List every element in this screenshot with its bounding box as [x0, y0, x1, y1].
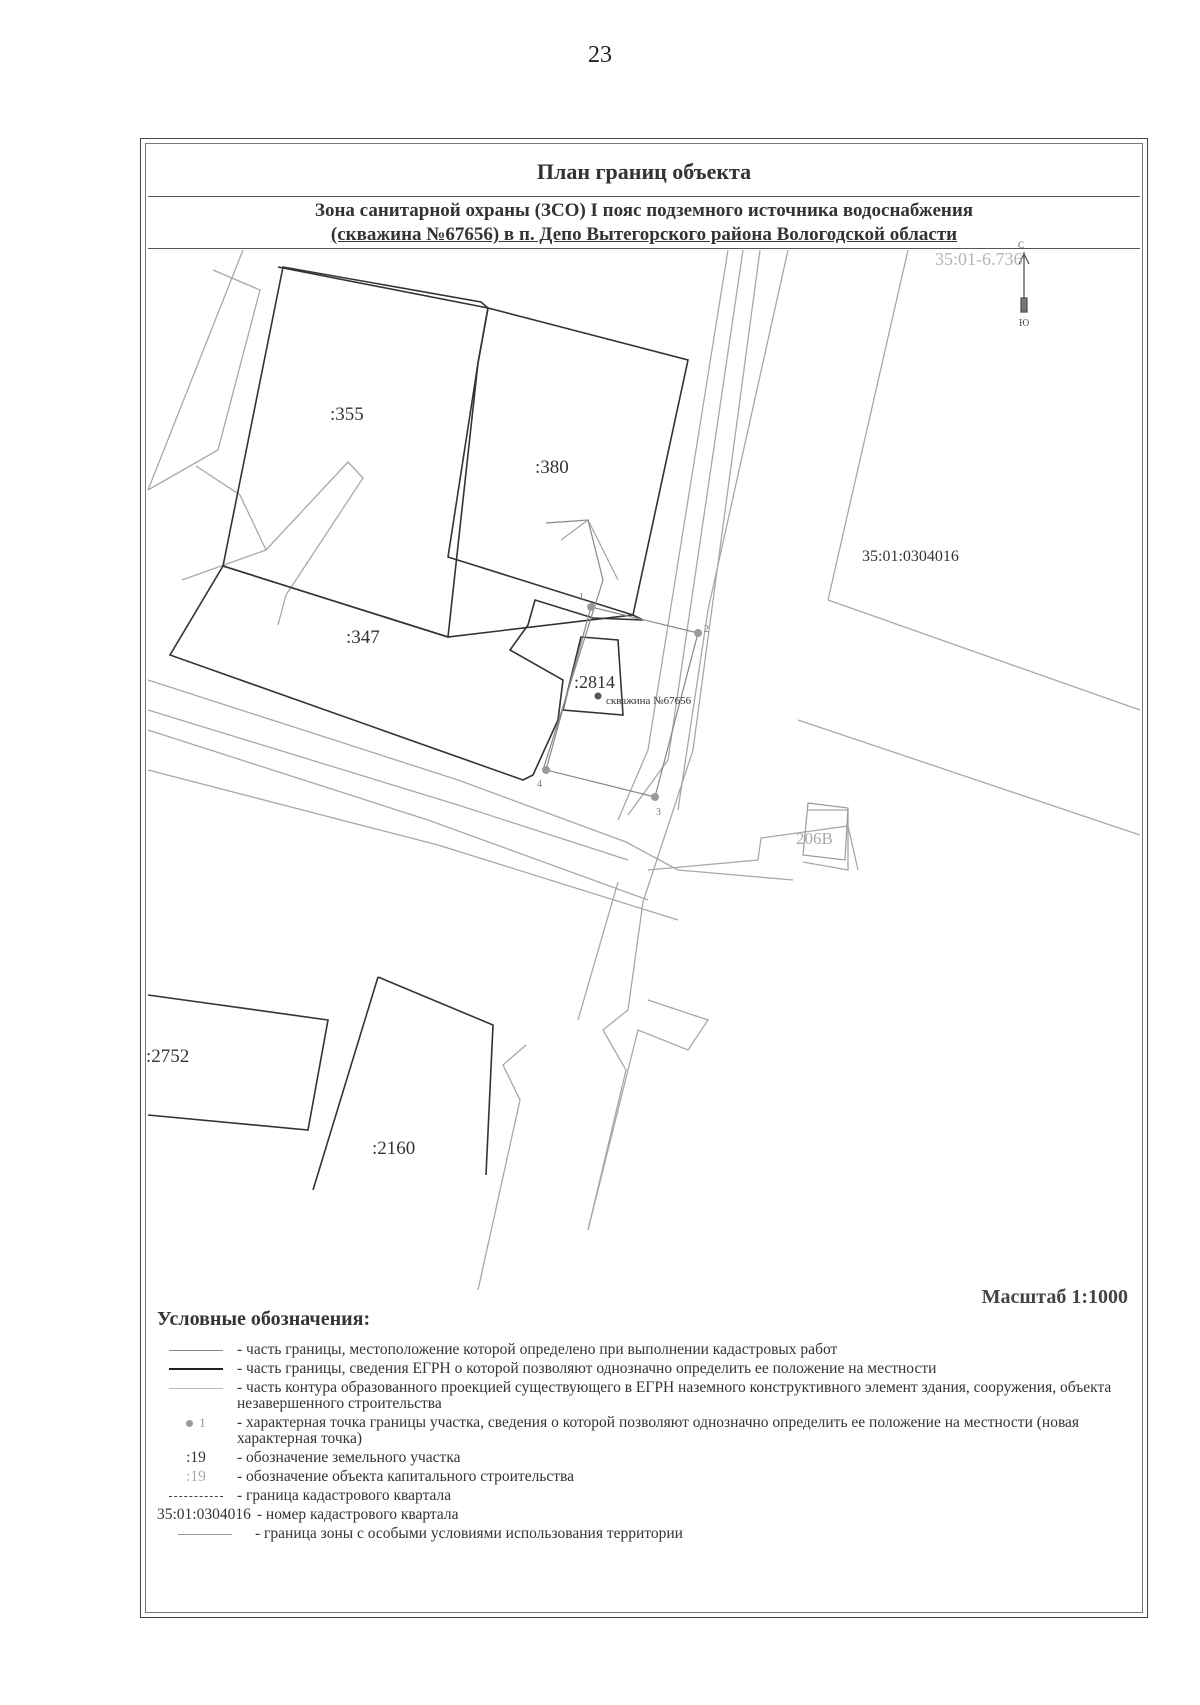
- legend-title: Условные обозначения:: [157, 1308, 371, 1330]
- road-line: [148, 770, 678, 920]
- legend-point-number: 1: [199, 1415, 206, 1430]
- road-line: [478, 1045, 526, 1290]
- road-line: [643, 250, 760, 902]
- legend-symbol-cadastral-line: [155, 1342, 237, 1358]
- legend-item: [155, 1488, 1115, 1504]
- compass-south-label: Ю: [1019, 318, 1030, 329]
- legend-text: - граница кадастрового квартала: [237, 1487, 452, 1504]
- legend-symbol-point: [155, 1415, 237, 1431]
- plan-title: План границ объекта: [536, 159, 752, 184]
- parcel-label-380: :380: [535, 457, 569, 478]
- road-line: [148, 680, 793, 880]
- road-line: [148, 270, 260, 490]
- quarter-label: 35:01:0304016: [862, 548, 959, 565]
- point-label-3: 3: [656, 807, 661, 818]
- legend-text: - обозначение объекта капитального строительства: [237, 1468, 575, 1485]
- parcel-label-347: :347: [346, 627, 380, 648]
- map-scale: Масштаб 1:1000: [981, 1286, 1128, 1308]
- boundary-light: [278, 267, 488, 308]
- legend-symbol-contour-line: [155, 1380, 237, 1396]
- legend-text: - характерная точка границы участка, сведения о которой позволяют однозначно определить ее положение на местности (новая характерная точка): [237, 1414, 1080, 1447]
- legend-item: [155, 1342, 1115, 1358]
- title-box: [148, 146, 1140, 197]
- road-line: [798, 720, 1140, 835]
- boundary-point-4: [542, 766, 550, 774]
- legend-item: [155, 1415, 1115, 1447]
- page-number: 23: [588, 42, 612, 68]
- legend-item: [155, 1469, 1115, 1485]
- legend-symbol-parcel: :19: [186, 1449, 206, 1466]
- point-label-1: 1: [579, 592, 584, 603]
- corner-quarter-label: 35:01-6.736: [935, 249, 1023, 269]
- boundary-point-3: [651, 793, 659, 801]
- road-line: [618, 250, 728, 820]
- legend: [155, 1342, 1115, 1545]
- well-marker: [595, 693, 602, 700]
- point-label-4: 4: [537, 779, 542, 790]
- parcel-label-2752: :2752: [146, 1046, 190, 1067]
- compass-north-label: С: [1018, 240, 1025, 250]
- road-line: [828, 600, 1140, 710]
- legend-kvartal-number: 35:01:0304016: [157, 1506, 251, 1523]
- parcel-label-2160: :2160: [372, 1138, 416, 1159]
- subtitle-line-2: (скважина №67656) в п. Депо Вытегорского района Вологодской области: [330, 224, 958, 245]
- parcel-label-2814: :2814: [574, 672, 616, 692]
- road-line: [678, 250, 788, 810]
- point-label-2: 2: [704, 624, 709, 635]
- road-line: [561, 520, 618, 580]
- legend-item: [155, 1526, 1115, 1542]
- legend-text: - номер кадастрового квартала: [256, 1506, 459, 1523]
- subtitle-box: [148, 196, 1140, 249]
- well-label: скважина №67656: [606, 695, 692, 707]
- legend-text: - часть границы, местоположение которой определено при выполнении кадастровых работ: [237, 1341, 838, 1358]
- parcel-2160-boundary: [313, 977, 378, 1190]
- legend-text: - граница зоны с особыми условиями использования территории: [255, 1525, 683, 1542]
- boundary-point-1: [587, 603, 595, 611]
- road-line: [578, 882, 618, 1020]
- cadastral-map: [146, 240, 1140, 1290]
- road-line: [148, 250, 243, 490]
- legend-item: [155, 1507, 1115, 1523]
- legend-symbol-egrn-line: [155, 1361, 237, 1377]
- legend-symbol-building: :19: [186, 1468, 206, 1485]
- road-line: [266, 462, 363, 625]
- parcel-label-355: :355: [330, 404, 364, 425]
- plan-subtitle: [148, 196, 1140, 247]
- legend-symbol-quarter-border: [155, 1488, 237, 1504]
- boundary-point-2: [694, 629, 702, 637]
- subtitle-line-1: Зона санитарной охраны (ЗСО) I пояс подземного источника водоснабжения: [314, 200, 974, 221]
- building-label-206v: 206В: [796, 829, 833, 848]
- legend-item: [155, 1380, 1115, 1412]
- legend-item: [155, 1450, 1115, 1466]
- road-line: [588, 902, 643, 1230]
- legend-text: - обозначение земельного участка: [237, 1449, 461, 1466]
- legend-text: - часть границы, сведения ЕГРН о которой позволяют однозначно определить ее положение на местности: [237, 1360, 937, 1377]
- road-line: [148, 730, 648, 900]
- legend-text: - часть контура образованного проекцией существующего в ЕГРН наземного конструктивного элемент здания, сооружения, объекта незавершенного строительства: [237, 1379, 1112, 1412]
- legend-item: [155, 1361, 1115, 1377]
- parcel-355: [223, 267, 488, 637]
- legend-symbol-zone-border: [155, 1526, 255, 1542]
